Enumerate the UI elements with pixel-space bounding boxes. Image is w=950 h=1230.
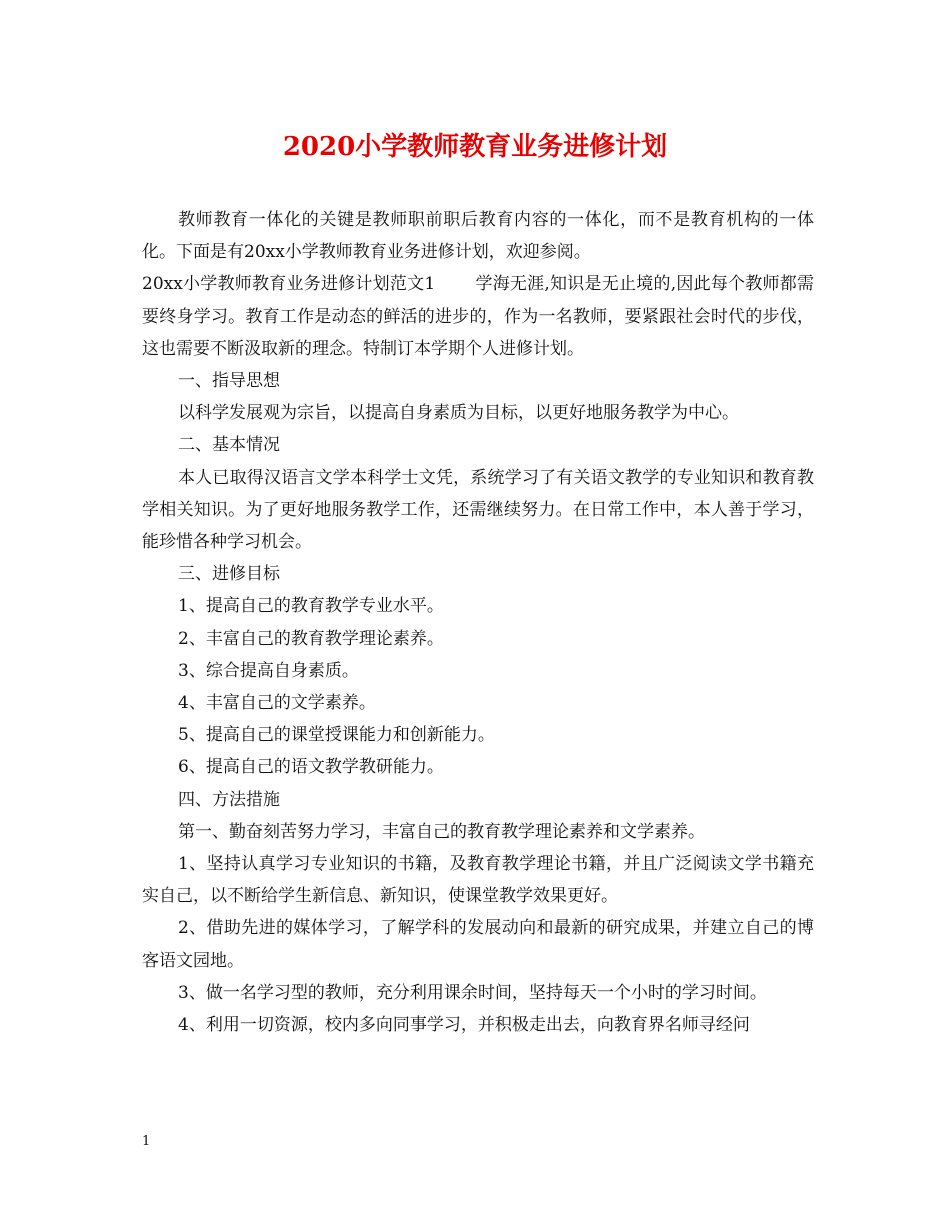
method-subheading: 第一、勤奋刻苦努力学习，丰富自己的教育教学理论素养和文学素养。	[178, 821, 705, 842]
section-heading-guiding-thought: 一、指导思想	[178, 371, 280, 392]
sample-heading: 20xx小学教师教育业务进修计划范文1	[142, 274, 436, 295]
method-item: 3、做一名学习型的教师，充分利用课余时间，坚持每天一个小时的学习时间。	[178, 982, 767, 1003]
sample-text: 学海无涯,知识是无止境的,因此每个教师都需要终身学习。教育工作是动态的鲜活的进步的，作为一名教师，要紧跟社会时代的步伐，这也需要不断汲取新的理念。特制订本学期个人进修计划。	[142, 274, 815, 359]
method-item: 2、借助先进的媒体学习，了解学科的发展动向和最新的研究成果，并建立自己的博客语文园地。	[142, 918, 814, 971]
section-heading-basic-situation: 二、基本情况	[178, 435, 280, 456]
method-item: 1、坚持认真学习专业知识的书籍，及教育教学理论书籍，并且广泛阅读文学书籍充实自己，以不断给学生新信息、新知识，使课堂教学效果更好。	[142, 854, 814, 907]
sample-paragraph	[142, 268, 814, 365]
goal-item: 3、综合提高自身素质。	[178, 660, 359, 681]
document-body	[142, 204, 814, 1041]
goal-item: 6、提高自己的语文教学教研能力。	[178, 757, 444, 778]
goal-item: 2、丰富自己的教育教学理论素养。	[178, 628, 444, 649]
basic-situation-paragraph: 本人已取得汉语言文学本科学士文凭，系统学习了有关语文教学的专业知识和教育教学相关知识。为了更好地服务教学工作，还需继续努力。在日常工作中，本人善于学习，能珍惜各种学习机会。	[142, 467, 814, 553]
document-title: 2020小学教师教育业务进修计划	[282, 132, 668, 162]
intro-paragraph: 教师教育一体化的关键是教师职前职后教育内容的一体化，而不是教育机构的一体化。下面是有20xx小学教师教育业务进修计划，欢迎参阅。	[142, 210, 814, 263]
goal-item: 1、提高自己的教育教学专业水平。	[178, 596, 444, 617]
section-heading-goals: 三、进修目标	[178, 564, 280, 585]
guiding-thought-paragraph: 以科学发展观为宗旨，以提高自身素质为目标，以更好地服务教学为中心。	[178, 403, 739, 424]
method-item: 4、利用一切资源，校内多向同事学习，并积极走出去，向教育界名师寻经问	[178, 1015, 750, 1036]
page-number: 1	[142, 1134, 151, 1149]
section-heading-methods: 四、方法措施	[178, 789, 280, 810]
goal-item: 5、提高自己的课堂授课能力和创新能力。	[178, 725, 495, 746]
goal-item: 4、丰富自己的文学素养。	[178, 693, 376, 714]
